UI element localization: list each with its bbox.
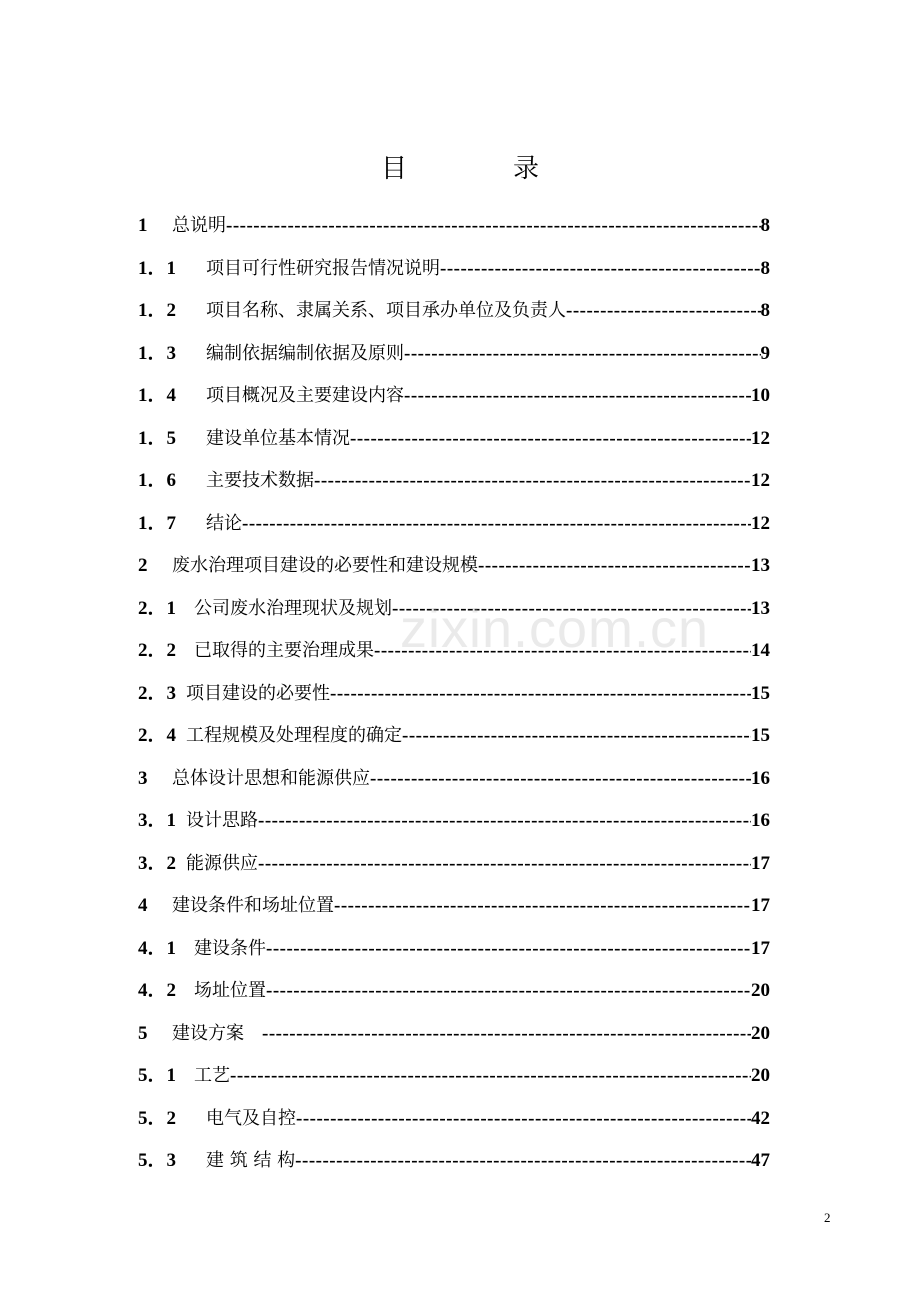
toc-entry[interactable] (138, 715, 770, 758)
toc-entry-number: 5．1 (138, 1065, 177, 1086)
toc-entry-number: 3．2 (138, 852, 177, 874)
toc-entry-page: 42 (751, 1107, 770, 1129)
toc-entry-page: 15 (751, 725, 770, 746)
toc-entry-number: 2 (138, 555, 167, 576)
toc-entry-title: 建设条件 (194, 937, 266, 959)
toc-entry-title: 项目名称、隶属关系、项目承办单位及负责人 (206, 300, 566, 321)
toc-entry-number: 5．2 (138, 1107, 196, 1129)
toc-entry[interactable] (138, 503, 770, 546)
toc-entry-title: 设计思路 (186, 810, 258, 831)
toc-entry-number: 1．4 (138, 385, 196, 406)
toc-entry-number: 1．1 (138, 257, 196, 279)
toc-entry-number: 5．3 (138, 1150, 196, 1171)
toc-entry-page: 17 (751, 895, 770, 916)
toc-dot-leader (262, 1013, 751, 1056)
toc-entry-title: 总体设计思想和能源供应 (172, 767, 370, 789)
toc-entry[interactable] (138, 205, 770, 248)
toc-entry-page: 14 (751, 640, 770, 661)
toc-entry-title: 结论 (206, 512, 242, 534)
toc-entry-page: 16 (751, 810, 770, 831)
toc-entry-title: 建设单位基本情况 (206, 427, 350, 449)
toc-entry-page: 9 (760, 342, 770, 364)
toc-entry-page: 12 (751, 427, 770, 449)
toc-entry-number: 3．1 (138, 810, 177, 831)
toc-entry[interactable] (138, 758, 770, 801)
toc-entry[interactable] (138, 673, 770, 716)
table-of-contents (138, 205, 770, 1183)
toc-entry-number: 3 (138, 767, 167, 789)
toc-entry-number: 4 (138, 895, 167, 916)
toc-entry-title: 建设方案 (172, 1022, 262, 1044)
toc-entry[interactable] (138, 800, 770, 843)
toc-entry-title: 建 筑 结 构 (206, 1150, 296, 1171)
toc-entry-title: 项目可行性研究报告情况说明 (206, 257, 440, 279)
toc-dot-leader (230, 1055, 751, 1098)
toc-entry-page: 17 (751, 937, 770, 959)
page-title: 目 录 (380, 154, 579, 184)
toc-entry[interactable] (138, 290, 770, 333)
toc-entry-number: 1．6 (138, 470, 196, 491)
toc-entry-number: 1 (138, 215, 167, 236)
toc-entry[interactable] (138, 545, 770, 588)
toc-entry-number: 1．2 (138, 300, 196, 321)
toc-entry-page: 13 (751, 597, 770, 619)
toc-entry-title: 工艺 (194, 1065, 230, 1086)
toc-entry-page: 12 (751, 512, 770, 534)
toc-entry[interactable] (138, 970, 770, 1013)
toc-entry[interactable] (138, 333, 770, 376)
toc-entry-title: 能源供应 (186, 852, 258, 874)
toc-dot-leader (374, 630, 751, 673)
toc-entry-page: 8 (760, 215, 770, 236)
toc-entry-title: 编制依据编制依据及原则 (206, 342, 404, 364)
toc-entry[interactable] (138, 843, 770, 886)
toc-dot-leader (295, 1140, 751, 1183)
toc-entry-page: 20 (751, 1065, 770, 1086)
toc-dot-leader (350, 418, 751, 461)
toc-dot-leader (258, 843, 751, 886)
toc-entry-title: 电气及自控 (206, 1107, 296, 1129)
toc-entry-title: 总说明 (172, 215, 226, 236)
toc-dot-leader (404, 333, 761, 376)
toc-entry-title: 建设条件和场址位置 (172, 895, 334, 916)
toc-entry-number: 2．4 (138, 725, 177, 746)
toc-entry-title: 工程规模及处理程度的确定 (186, 725, 402, 746)
toc-entry-page: 20 (751, 980, 770, 1001)
toc-dot-leader (370, 758, 751, 801)
toc-entry[interactable] (138, 630, 770, 673)
toc-dot-leader (296, 1098, 751, 1141)
toc-entry-page: 17 (751, 852, 770, 874)
toc-entry-page: 8 (760, 257, 770, 279)
watermark: zixin.com.cn (400, 599, 710, 659)
toc-dot-leader (226, 205, 761, 248)
toc-entry[interactable] (138, 248, 770, 291)
toc-entry-page: 8 (760, 300, 770, 321)
toc-entry-page: 13 (751, 555, 770, 576)
toc-dot-leader (242, 503, 751, 546)
toc-entry[interactable] (138, 460, 770, 503)
toc-entry-title: 已取得的主要治理成果 (194, 640, 374, 661)
toc-entry[interactable] (138, 375, 770, 418)
toc-entry-number: 2．3 (138, 682, 177, 704)
toc-dot-leader (330, 673, 751, 716)
toc-entry-page: 16 (751, 767, 770, 789)
page-number: 2 (824, 1210, 831, 1225)
toc-entry-number: 1．5 (138, 427, 196, 449)
toc-dot-leader (314, 460, 751, 503)
toc-entry-number: 1．3 (138, 342, 196, 364)
toc-entry-page: 15 (751, 682, 770, 704)
toc-entry-number: 4．1 (138, 937, 177, 959)
toc-entry[interactable] (138, 928, 770, 971)
toc-dot-leader (566, 290, 761, 333)
toc-entry[interactable] (138, 1098, 770, 1141)
toc-dot-leader (440, 248, 761, 291)
toc-entry-number: 1．7 (138, 512, 196, 534)
toc-dot-leader (266, 970, 751, 1013)
toc-entry[interactable] (138, 588, 770, 631)
toc-dot-leader (392, 588, 751, 631)
toc-entry-title: 项目概况及主要建设内容 (206, 385, 404, 406)
toc-entry-page: 12 (751, 470, 770, 491)
toc-entry-title: 废水治理项目建设的必要性和建设规模 (172, 555, 478, 576)
toc-dot-leader (478, 545, 751, 588)
toc-entry-number: 5 (138, 1022, 167, 1044)
toc-dot-leader (404, 375, 751, 418)
toc-entry[interactable] (138, 1055, 770, 1098)
toc-entry-title: 公司废水治理现状及规划 (194, 597, 392, 619)
toc-entry-number: 4．2 (138, 980, 177, 1001)
toc-dot-leader (334, 885, 751, 928)
toc-entry-page: 20 (751, 1022, 770, 1044)
toc-entry[interactable] (138, 1013, 770, 1056)
toc-entry-title: 主要技术数据 (206, 470, 314, 491)
toc-entry-title: 项目建设的必要性 (186, 682, 330, 704)
toc-entry[interactable] (138, 885, 770, 928)
toc-dot-leader (258, 800, 751, 843)
toc-dot-leader (402, 715, 751, 758)
toc-dot-leader (266, 928, 751, 971)
toc-entry-page: 10 (751, 385, 770, 406)
toc-entry-number: 2．2 (138, 640, 177, 661)
toc-entry-page: 47 (751, 1150, 770, 1171)
toc-entry[interactable] (138, 1140, 770, 1183)
toc-entry-title: 场址位置 (194, 980, 266, 1001)
toc-entry[interactable] (138, 418, 770, 461)
toc-entry-number: 2．1 (138, 597, 177, 619)
